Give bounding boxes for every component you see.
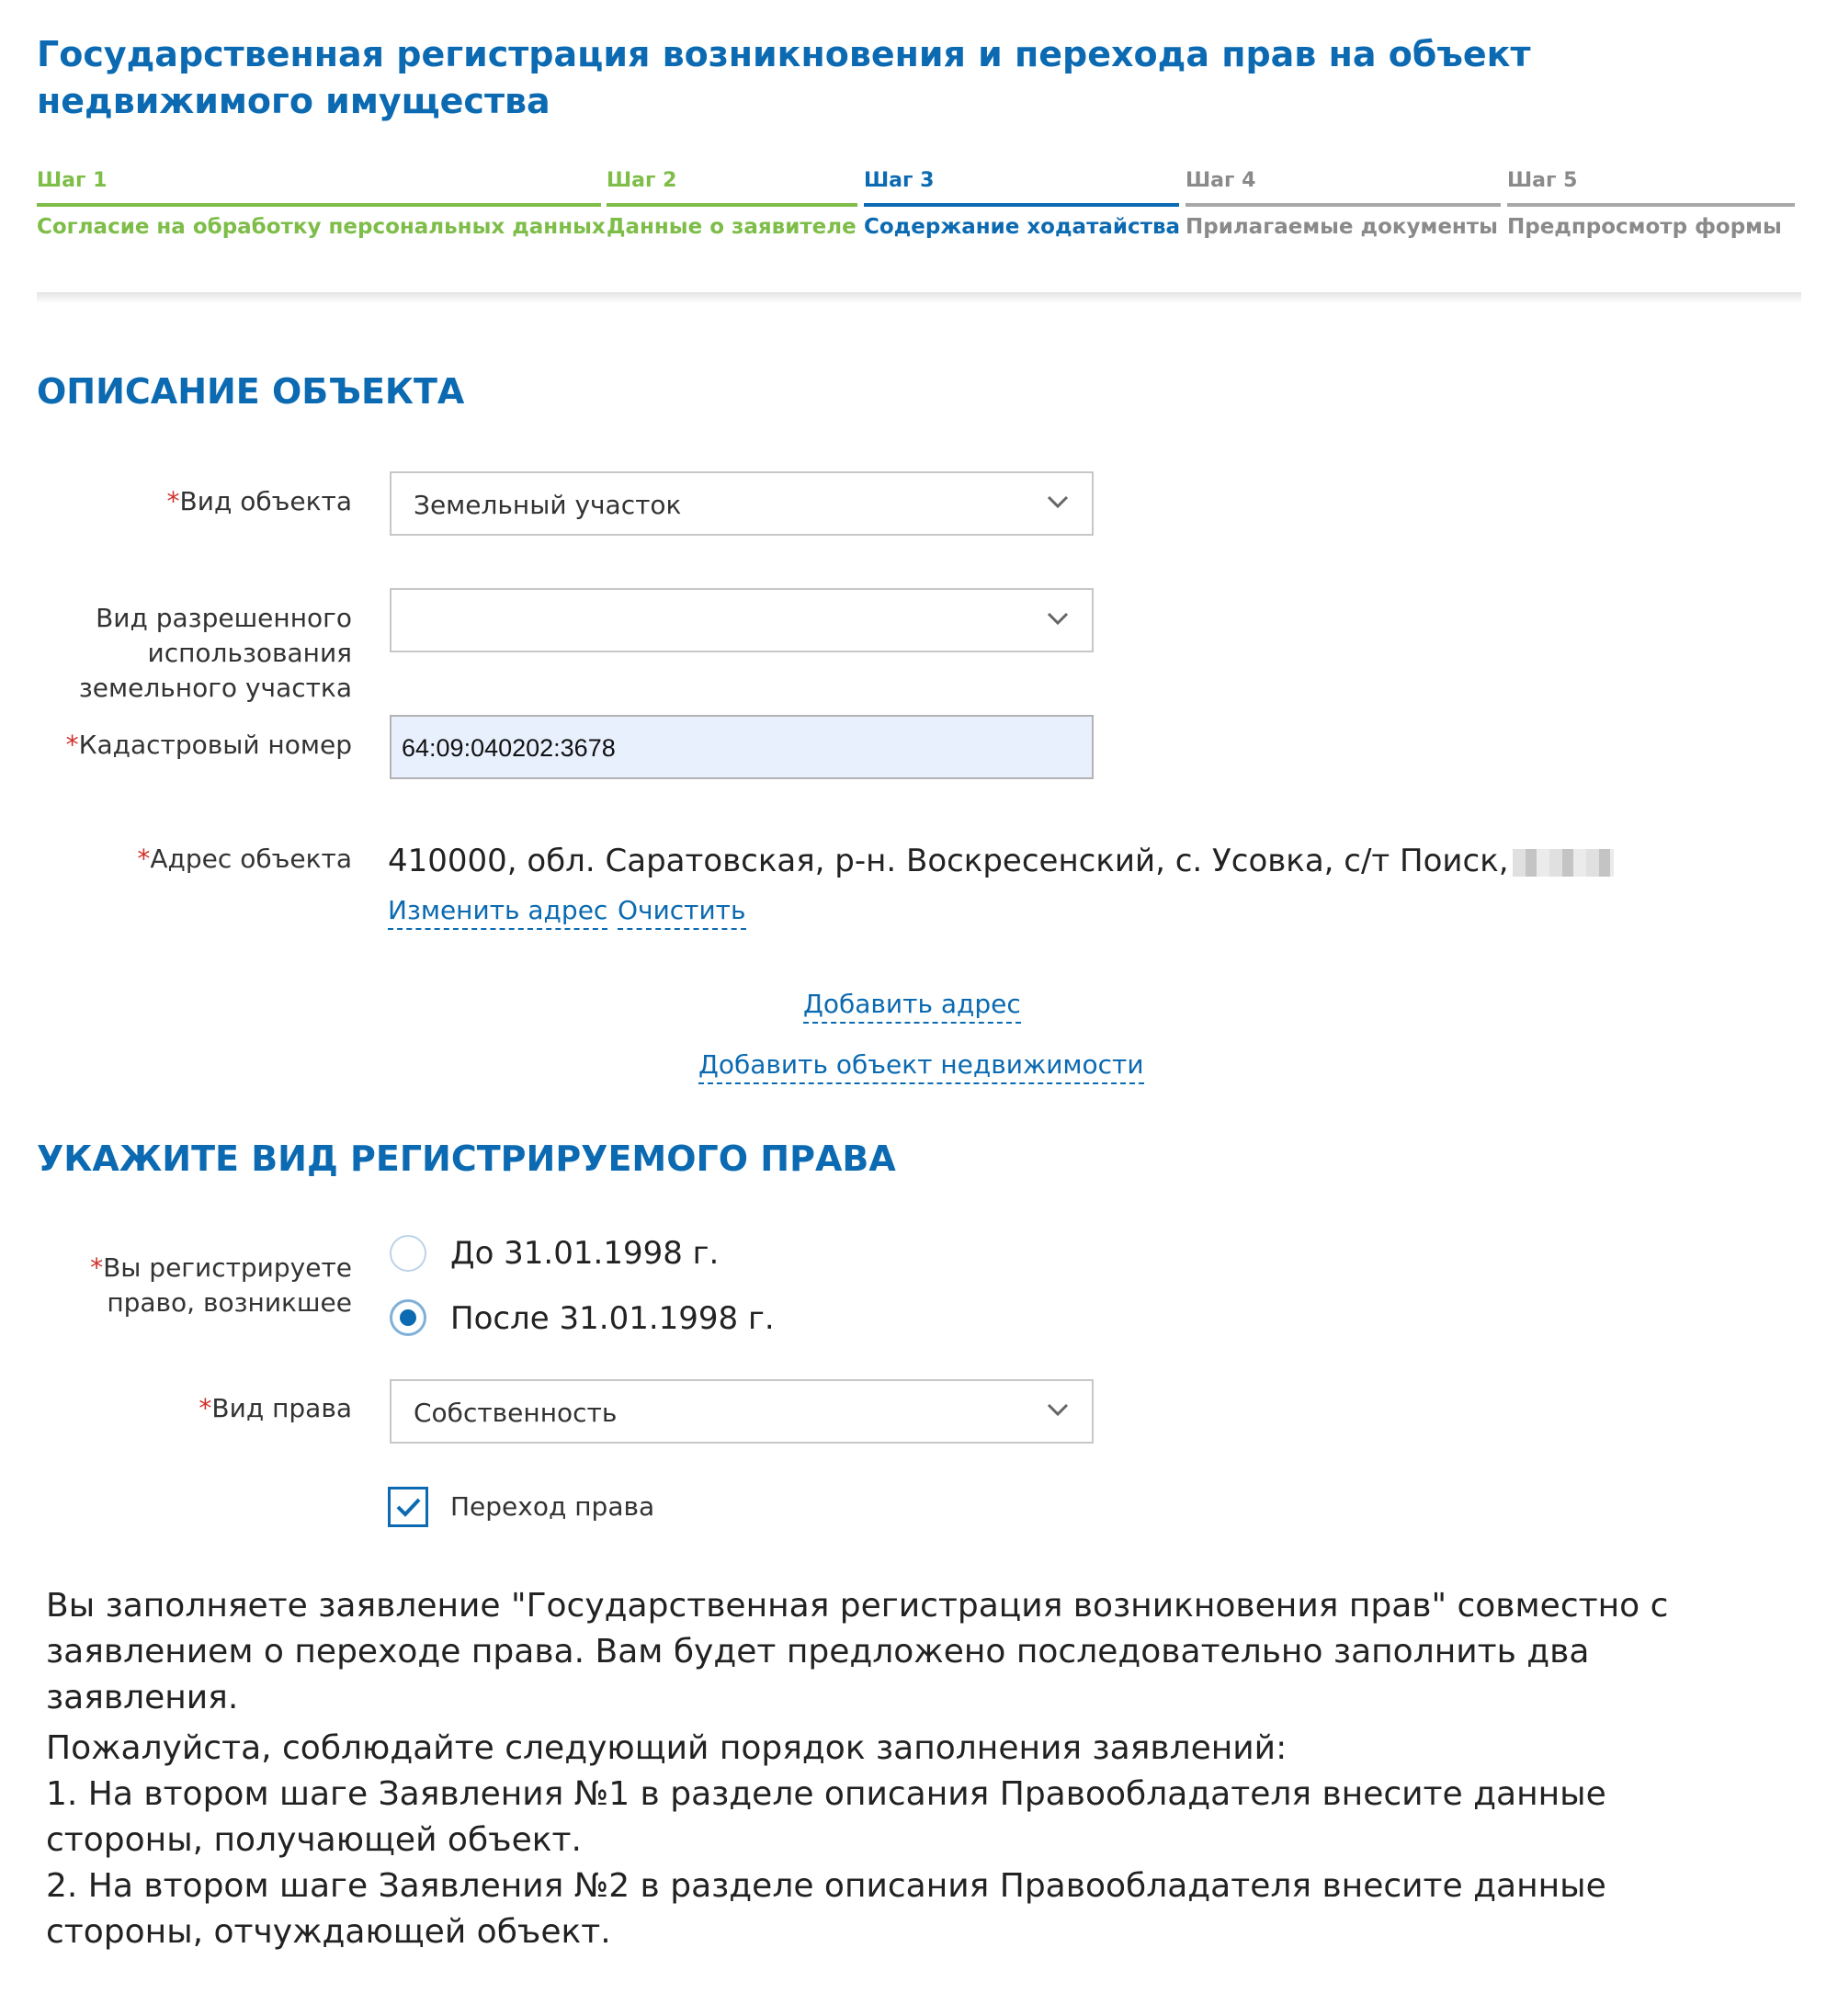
step-3-number[interactable]: Шаг 3 — [864, 169, 935, 192]
object-type-select[interactable] — [390, 471, 1094, 536]
step-4-label: Прилагаемые документы — [1186, 215, 1498, 239]
step-3-bar — [864, 203, 1179, 207]
right-type-label: *Вид права — [199, 1393, 352, 1423]
step-1-label[interactable]: Согласие на обработку персональных данных — [37, 215, 606, 239]
right-type-value: Собственность — [414, 1398, 618, 1428]
order-item-2: 2. На втором шаге Заявления №2 в разделе описания Правообладателя внесите данные стороны, отчуждающей объект. — [46, 1867, 1606, 1951]
cadastral-value: 64:09:040202:3678 — [402, 734, 616, 762]
step-4-bar — [1186, 203, 1501, 207]
arisen-label: *Вы регистрируете право, возникшее — [90, 1252, 352, 1318]
required-mark: * — [137, 844, 151, 874]
add-object-link[interactable]: Добавить объект недвижимости — [698, 1048, 1144, 1084]
clear-address-link[interactable]: Очистить — [618, 893, 746, 930]
step-1-number[interactable]: Шаг 1 — [37, 169, 108, 192]
permitted-use-label: Вид разрешенного использования земельного участка — [78, 603, 352, 703]
checkmark-icon — [391, 1489, 425, 1524]
step-5-label: Предпросмотр формы — [1507, 215, 1782, 239]
object-type-value: Земельный участок — [414, 490, 682, 520]
step-2-bar — [607, 203, 857, 207]
object-type-label: *Вид объекта — [166, 486, 352, 516]
address-value: 410000, обл. Саратовская, р-н. Воскресенский, с. Усовка, с/т Поиск, — [388, 838, 1614, 884]
stepper-divider — [37, 292, 1801, 303]
step-5-bar — [1507, 203, 1795, 207]
chevron-down-icon — [1042, 603, 1073, 634]
page-title: Государственная регистрация возникновения и перехода прав на объект недвижимого имущества — [37, 34, 1531, 121]
required-mark: * — [199, 1393, 212, 1423]
transfer-label[interactable]: Переход права — [450, 1491, 655, 1522]
required-mark: * — [65, 730, 79, 760]
radio-after-1998-label[interactable]: После 31.01.1998 г. — [450, 1300, 775, 1337]
chevron-down-icon — [1042, 1394, 1073, 1425]
change-address-link[interactable]: Изменить адрес — [388, 893, 607, 930]
step-2-label[interactable]: Данные о заявителе — [607, 215, 857, 239]
chevron-down-icon — [1042, 486, 1073, 517]
required-mark: * — [90, 1252, 104, 1283]
right-type-select[interactable] — [390, 1379, 1094, 1444]
info-paragraph: Вы заполняете заявление "Государственная регистрация возникновения прав" совместно с заявлением о переходе права. Вам будет предложено последовательно заполнить два заявления. — [46, 1587, 1669, 1716]
address-label: *Адрес объекта — [137, 844, 352, 874]
cadastral-input[interactable] — [390, 715, 1094, 779]
order-intro: Пожалуйста, соблюдайте следующий порядок заполнения заявлений: — [46, 1729, 1288, 1767]
radio-before-1998-label[interactable]: До 31.01.1998 г. — [450, 1235, 720, 1272]
order-item-1: 1. На втором шаге Заявления №1 в разделе описания Правообладателя внесите данные стороны, получающей объект. — [46, 1775, 1606, 1859]
redacted-area — [1513, 849, 1614, 877]
radio-after-1998[interactable] — [390, 1299, 426, 1336]
add-address-link[interactable]: Добавить адрес — [803, 987, 1021, 1024]
cadastral-label: *Кадастровый номер — [65, 730, 352, 760]
object-section-title: ОПИСАНИЕ ОБЪЕКТА — [37, 371, 465, 412]
transfer-checkbox[interactable] — [388, 1487, 428, 1527]
step-4-number: Шаг 4 — [1186, 169, 1256, 192]
required-mark: * — [166, 486, 180, 516]
radio-before-1998[interactable] — [390, 1235, 426, 1272]
right-section-title: УКАЖИТЕ ВИД РЕГИСТРИРУЕМОГО ПРАВА — [37, 1138, 896, 1179]
step-1-bar — [37, 203, 601, 207]
step-3-label[interactable]: Содержание ходатайства — [864, 215, 1181, 239]
step-5-number: Шаг 5 — [1507, 169, 1578, 192]
step-2-number[interactable]: Шаг 2 — [607, 169, 677, 192]
permitted-use-select[interactable] — [390, 588, 1094, 652]
